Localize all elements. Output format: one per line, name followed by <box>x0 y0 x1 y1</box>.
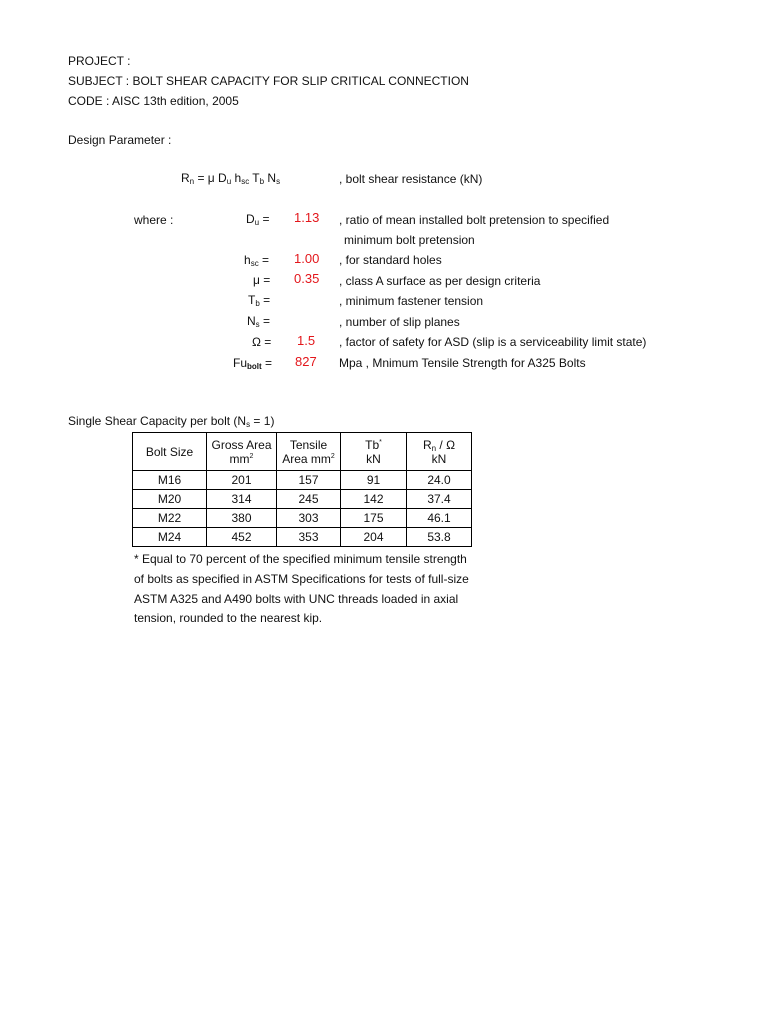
ns-description: , number of slip planes <box>339 315 460 329</box>
formula: $R_n = \mu$ $D_u$ $h_{sc}$ $T_b$ $N_s$ <box>181 171 281 186</box>
table-row <box>133 490 472 509</box>
header-tb: Tb* kN <box>341 433 407 471</box>
footnote-line: tension, rounded to the nearest kip. <box>134 611 323 625</box>
tb-cell: 204 <box>341 528 407 547</box>
tb-description: , minimum fastener tension <box>339 294 484 308</box>
formula-description: , bolt shear resistance (kN) <box>339 172 483 186</box>
gross-area-cell: 452 <box>207 528 277 547</box>
footnote-line: ASTM A325 and A490 bolts with UNC threads loaded in axial <box>134 592 459 606</box>
tensile-area-cell: 157 <box>277 471 341 490</box>
gross-area-cell: 380 <box>207 509 277 528</box>
table-row <box>133 471 472 490</box>
table-row <box>133 528 472 547</box>
omega-value: 1.5 <box>297 333 316 348</box>
bolt-size-cell: M22 <box>133 509 207 528</box>
header-gross-area: Gross Area $mm^2$ <box>207 433 277 471</box>
code-line: CODE : AISC 13th edition, 2005 <box>68 94 239 108</box>
fu-value: 827 <box>295 354 317 369</box>
header-tensile-area: Tensile Area $mm^2$ <box>277 433 341 471</box>
ns-symbol: $N_s$ = <box>247 314 271 329</box>
footnote-line: * Equal to 70 percent of the specified minimum tensile strength <box>134 552 467 566</box>
bolt-size-cell: M20 <box>133 490 207 509</box>
tensile-area-cell: 353 <box>277 528 341 547</box>
table-caption: Single Shear Capacity per bolt $(N_s = 1)$ <box>68 414 275 429</box>
du-description-cont: minimum bolt pretension <box>344 233 475 247</box>
project-line: PROJECT : <box>68 54 131 68</box>
tb-symbol: $T_b$ = <box>248 293 271 308</box>
tensile-area-cell: 245 <box>277 490 341 509</box>
subject-line: SUBJECT : BOLT SHEAR CAPACITY FOR SLIP CRITICAL CONNECTION <box>68 74 469 88</box>
rn-omega-cell: 53.8 <box>407 528 472 547</box>
bolt-size-cell: M24 <box>133 528 207 547</box>
du-symbol: $D_u$ = <box>246 212 270 227</box>
omega-symbol: Ω = <box>252 335 272 349</box>
footnote-line: of bolts as specified in ASTM Specifications for tests of full-size <box>134 572 469 586</box>
header-bolt-size: Bolt Size <box>133 433 207 471</box>
table-row <box>133 509 472 528</box>
du-value: 1.13 <box>294 210 320 225</box>
mu-description: , class A surface as per design criteria <box>339 274 541 288</box>
where-label: where : <box>134 213 174 227</box>
hsc-description: , for standard holes <box>339 253 442 267</box>
shear-capacity-table <box>132 432 472 547</box>
tensile-area-cell: 303 <box>277 509 341 528</box>
gross-area-cell: 201 <box>207 471 277 490</box>
fu-symbol: $Fu_{bolt}$ = <box>233 356 273 371</box>
mu-value: 0.35 <box>294 271 320 286</box>
hsc-value: 1.00 <box>294 251 320 266</box>
table-header-row <box>133 433 472 471</box>
design-parameter-heading: Design Parameter : <box>68 133 172 147</box>
gross-area-cell: 314 <box>207 490 277 509</box>
fu-description: Mpa , Mnimum Tensile Strength for A325 Bolts <box>339 356 586 370</box>
rn-omega-cell: 37.4 <box>407 490 472 509</box>
mu-symbol: μ = <box>253 273 271 287</box>
tb-cell: 142 <box>341 490 407 509</box>
header-rn-omega: $R_n$ / Ω kN <box>407 433 472 471</box>
omega-description: , factor of safety for ASD (slip is a serviceability limit state) <box>339 335 647 349</box>
hsc-symbol: $h_{sc}$ = <box>244 253 270 268</box>
rn-omega-cell: 24.0 <box>407 471 472 490</box>
du-description: , ratio of mean installed bolt pretension to specified <box>339 213 610 227</box>
tb-cell: 91 <box>341 471 407 490</box>
rn-omega-cell: 46.1 <box>407 509 472 528</box>
bolt-size-cell: M16 <box>133 471 207 490</box>
tb-cell: 175 <box>341 509 407 528</box>
